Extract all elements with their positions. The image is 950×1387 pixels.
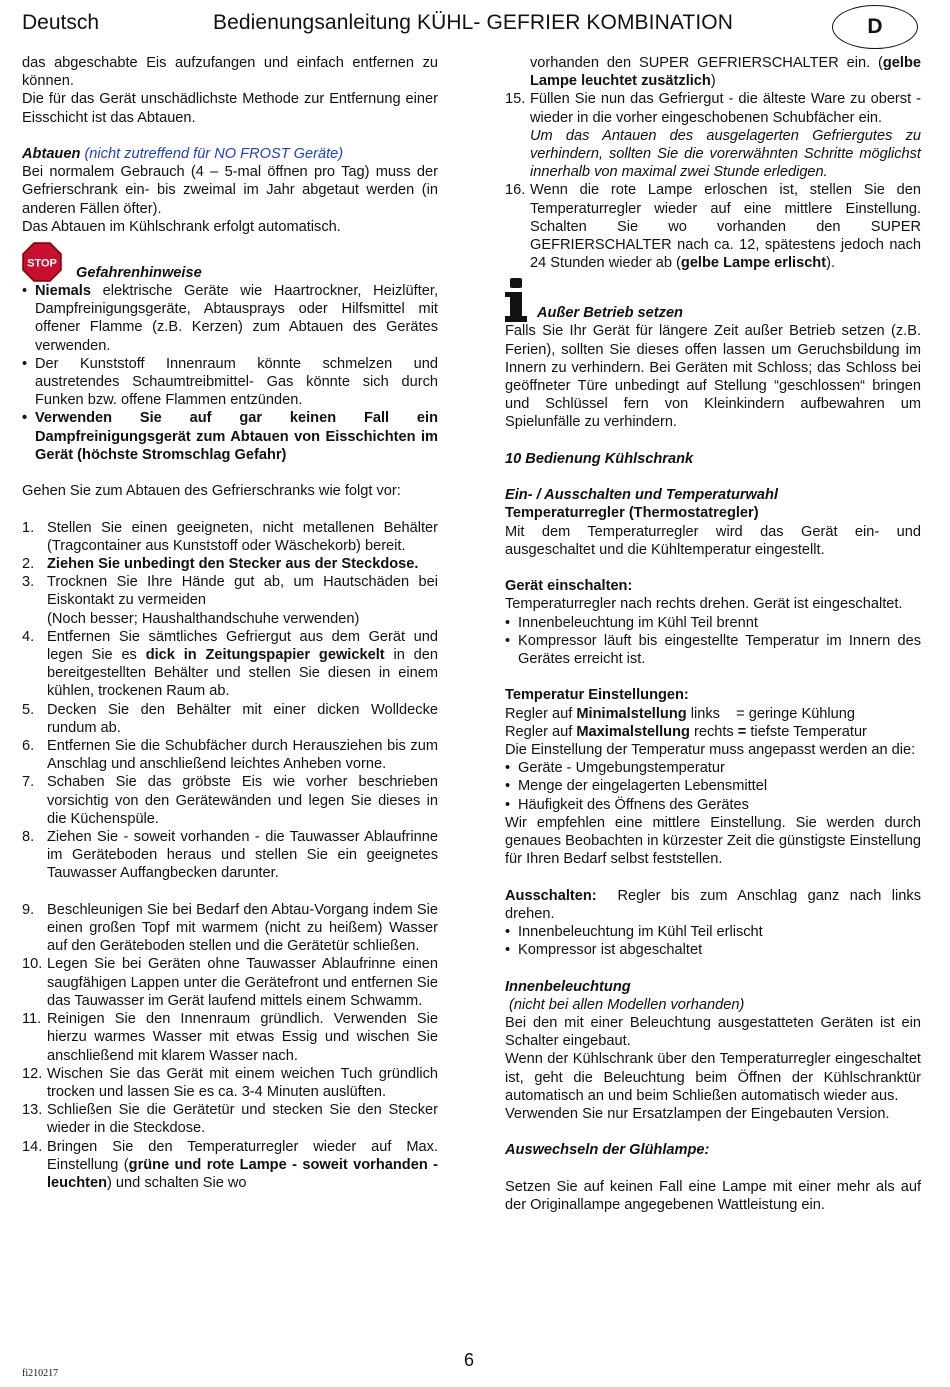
switch-off-text: Regler bis zum Anschlag ganz nach links drehen. — [505, 887, 926, 922]
step-number: 11. — [22, 1011, 42, 1028]
bulb-heading: Auswechseln der Glühlampe: — [505, 1142, 710, 1159]
step-8-text: Ziehen Sie - soweit vorhanden - die Tauwasser Ablaufrinne im Geräteboden heraus und stellen Sie ein geeignetes Tauwasser Auffangbecken darunter. — [47, 829, 438, 882]
onoff-heading: Ein- / Ausschalten und Temperaturwahl — [505, 487, 778, 504]
temperature-adjust-text: Die Einstellung der Temperatur muss angepasst werden an die: — [505, 742, 916, 759]
abtauen-heading: Abtauen — [22, 146, 81, 162]
thermostat-heading: Temperaturregler (Thermostatregler) — [505, 505, 759, 522]
temp-min-bold: Minimalstellung — [576, 705, 687, 722]
switch-on-heading: Gerät einschalten: — [505, 578, 633, 595]
temperature-recommendation: Wir empfehlen eine mittlere Einstellung. Sie werden durch genaues Beobachten in kürzester Zeit die günstigste Einstellung für Ihren Bedarf selbst feststellen. — [505, 814, 921, 868]
step-14-text-bold: grüne und rote Lampe - soweit vorhanden - leuchten — [47, 1156, 438, 1191]
language-badge-label: D — [867, 15, 883, 38]
switch-on-bullet-1-text: Innenbeleuchtung im Kühl Teil brennt — [518, 614, 758, 631]
step-11 — [22, 1010, 438, 1065]
temperature-bullet-2-text: Menge der eingelagerten Lebensmittel — [518, 778, 768, 795]
step-number: 8. — [22, 829, 35, 846]
step-2-text: Ziehen Sie unbedingt den Stecker aus der Steckdose. — [47, 556, 419, 573]
step-number: 16. — [505, 182, 526, 199]
step-3-text: Trocknen Sie Ihre Hände gut ab, um Hautschäden bei Eiskontakt zu vermeiden — [47, 574, 438, 609]
switch-off-line — [505, 887, 926, 923]
bullet-icon: • — [505, 760, 511, 777]
lighting-text-3: Verwenden Sie nur Ersatzlampen der Eingebauten Version. — [505, 1106, 890, 1123]
step-16-text-bold: gelbe Lampe erlischt — [680, 255, 827, 272]
lighting-text-1: Bei den mit einer Beleuchtung ausgestatteten Geräten ist ein Schalter eingebaut. — [505, 1015, 921, 1050]
switch-on-text: Temperaturregler nach rechts drehen. Gerät ist eingeschaltet. — [505, 596, 903, 613]
step-4 — [22, 628, 438, 701]
step-number: 3. — [22, 574, 35, 591]
temperature-bullet-3 — [505, 796, 921, 814]
danger-3-text: Verwenden Sie auf gar keinen Fall ein Dampfreinigungsgerät zum Abtauen von Eisschichten im Gerät (höchste Stromschlag Gefahr) — [35, 410, 438, 463]
step-10-text: Legen Sie bei Geräten ohne Tauwasser Ablaufrinne einen saugfähigen Lappen unter die Gerätefront und entfernen Sie das Tauwasser im Gerät laufend mittels einem Schwamm. — [47, 956, 438, 1009]
step-6 — [22, 737, 438, 773]
left-column — [22, 54, 438, 1192]
switch-off-heading: Ausschalten: — [505, 887, 597, 904]
step-14-cont-bold: gelbe Lampe leuchtet zusätzlich — [530, 55, 921, 90]
danger-1-text: elektrische Geräte wie Haartrockner, Heizlüfter, Dampfreinigungsgeräte, Abtausprays oder Hilfsmittel mit offener Flamme (z.B. Kerzen) zum Abtauen des Gerätes verwenden. — [35, 283, 438, 354]
language-label: Deutsch — [22, 11, 100, 34]
temperature-bullet-2 — [505, 777, 921, 795]
step-14-continued — [505, 54, 921, 90]
danger-heading: Gefahrenhinweise — [76, 264, 202, 281]
bullet-icon: • — [505, 924, 511, 941]
lighting-heading: Innenbeleuchtung — [505, 978, 631, 995]
step-number: 7. — [22, 774, 35, 791]
temp-max-a: Regler auf — [505, 723, 577, 740]
offline-text: Falls Sie Ihr Gerät für längere Zeit außer Betrieb setzen (z.B. Ferien), sollten Sie dieses offen lassen um Geruchsbildung im Innern zu verhindern. Bei Geräten mit Schloss; das Schloss bei geöffneter Türe unbedingt auf Stellung “geschlossen“ bringen und Schlüssel fern von Kleinkindern aufbewahren um Spielunfälle zu verhindern. — [505, 323, 921, 431]
switch-on-bullet-2 — [505, 632, 921, 668]
step-number: 5. — [22, 701, 35, 718]
offline-heading: Außer Betrieb setzen — [537, 305, 683, 322]
temperature-heading: Temperatur Einstellungen: — [505, 687, 689, 704]
switch-off-bullet-1-text: Innenbeleuchtung im Kühl Teil erlischt — [518, 924, 763, 941]
abtauen-note: (nicht zutreffend für NO FROST Geräte) — [84, 146, 344, 162]
switch-off-bullet-1 — [505, 923, 921, 941]
temperature-max-line — [505, 723, 921, 741]
bullet-icon: • — [505, 632, 511, 649]
page-title: Bedienungsanleitung KÜHL- GEFRIER KOMBINATION — [213, 11, 733, 34]
bullet-icon: • — [505, 614, 511, 631]
switch-off-bullet-2 — [505, 941, 921, 959]
temp-max-equals: = — [737, 723, 747, 740]
step-14-text-a: Bringen Sie den Temperaturregler wieder auf Max. Einstellung ( — [47, 1138, 438, 1173]
step-1 — [22, 519, 438, 555]
step-13 — [22, 1101, 438, 1137]
abtauen-auto-text: Das Abtauen im Kühlschrank erfolgt automatisch. — [22, 218, 341, 235]
step-number: 9. — [22, 901, 35, 918]
step-15-italic: Um das Antauen des ausgelagerten Gefriergutes zu verhindern, sollten Sie die vorerwähnten Schritte möglichst innerhalb von maximal zwei Stunde erledigen. — [530, 127, 921, 181]
bullet-icon: • — [505, 778, 511, 795]
stop-sign-label: STOP — [27, 257, 57, 270]
bullet-icon: • — [505, 796, 511, 813]
switch-off-bullet-2-text: Kompressor ist abgeschaltet — [518, 942, 703, 959]
step-number: 15. — [505, 91, 526, 108]
lighting-note: (nicht bei allen Modellen vorhanden) — [505, 996, 745, 1013]
step-5 — [22, 701, 438, 737]
step-3-note: (Noch besser; Haushalthandschuhe verwenden) — [47, 610, 360, 627]
step-16-text-a: Wenn die rote Lampe erloschen ist, stellen Sie den Temperaturregler wieder auf eine mittlere Einstellung. Schalten Sie wo vorhanden den SUPER GEFRIERSCHALTER nach ca. 12, spätestens jedoch nach 24 Stunden wieder ab ( — [530, 182, 921, 272]
step-number: 1. — [22, 519, 35, 536]
step-4-text-c: in den bereitgestellten Behälter und stellen Sie diesen in einem kühlen, trockenen Raum ab. — [47, 647, 438, 700]
step-7-text: Schaben Sie das gröbste Eis wie vorher beschrieben vorsichtig von den Gerätewänden und legen Sie dieses in die Küchenspüle. — [47, 774, 438, 827]
bullet-icon: • — [505, 942, 511, 959]
temperature-bullet-3-text: Häufigkeit des Öffnens des Gerätes — [518, 796, 749, 813]
language-badge — [832, 5, 918, 49]
switch-on-bullet-2-text: Kompressor läuft bis eingestellte Temperatur im Innern des Gerätes erreicht ist. — [518, 632, 921, 668]
step-4-text-bold: dick in Zeitungspapier gewickelt — [145, 647, 385, 664]
section-10-heading: 10 Bedienung Kühlschrank — [505, 450, 694, 467]
step-number: 10. — [22, 956, 43, 973]
abtauen-heading-line — [22, 145, 438, 163]
danger-heading-row — [22, 240, 438, 282]
temp-min-a: Regler auf — [505, 705, 577, 722]
step-16-text-c: ). — [826, 255, 836, 272]
danger-2-text: Der Kunststoff Innenraum könnte schmelzen und austretendes Schaumtreibmittel- Gas könnte sich durch Funken bzw. offene Flammen entzünden. — [35, 355, 438, 409]
step-number: 12. — [22, 1065, 43, 1082]
step-1-text: Stellen Sie einen geeigneten, nicht metallenen Behälter (Tragcontainer aus Kunststoff oder Wäschekorb) bereit. — [47, 519, 438, 554]
temp-max-e: tiefste Temperatur — [746, 723, 867, 740]
page-number: 6 — [464, 1350, 475, 1370]
bullet-icon: • — [22, 410, 28, 427]
step-11-text: Reinigen Sie den Innenraum gründlich. Verwenden Sie hierzu warmes Wasser mit etwas Essig und wischen Sie anschließend mit klarem Wasser nach. — [47, 1011, 438, 1064]
step-4-text-a: Entfernen Sie sämtliches Gefriergut aus dem Gerät und legen Sie es — [47, 628, 438, 664]
intro-paragraph-1: das abgeschabte Eis aufzufangen und einfach entfernen zu können. — [22, 55, 438, 90]
offline-heading-row — [505, 278, 921, 322]
step-14-cont-a: vorhanden den SUPER GEFRIERSCHALTER ein. ( — [530, 55, 883, 71]
temperature-bullet-1 — [505, 759, 921, 777]
step-14-cont-c: ) — [710, 73, 716, 90]
document-code: fi210217 — [22, 1368, 59, 1379]
danger-item-1 — [22, 282, 438, 355]
abtauen-text: Bei normalem Gebrauch (4 – 5-mal öffnen pro Tag) muss der Gefrierschrank ein- bis zweimal im Jahr abgetaut werden (in anderen Fällen öfter). — [22, 164, 438, 217]
step-5-text: Decken Sie den Behälter mit einer dicken Wolldecke rundum ab. — [47, 701, 438, 736]
step-6-text: Entfernen Sie die Schubfächer durch Herausziehen bis zum Anschlag und anschließend leichtes Anheben vorne. — [47, 738, 438, 773]
temp-min-c: links = geringe Kühlung — [686, 705, 856, 722]
step-15-text: Füllen Sie nun das Gefriergut - die älteste Ware zu oberst - wieder in die vorher eingeschobenen Schubfächer ein. — [530, 91, 921, 126]
step-number: 4. — [22, 628, 35, 645]
step-12 — [22, 1065, 438, 1101]
right-column — [505, 54, 926, 1214]
step-9-text: Beschleunigen Sie bei Bedarf den Abtau-Vorgang indem Sie einen großen Topf mit warmem (nicht zu heißem) Wasser auf den Geräteboden stellen und die Gerätetür schließen. — [47, 901, 438, 955]
step-15 — [505, 90, 921, 181]
temperature-bullet-1-text: Geräte - Umgebungstemperatur — [518, 760, 725, 777]
step-number: 2. — [22, 556, 35, 573]
step-8 — [22, 828, 438, 883]
thermostat-text: Mit dem Temperaturregler wird das Gerät ein- und ausgeschaltet und die Kühltemperatur eingestellt. — [505, 523, 921, 558]
danger-item-3 — [22, 409, 438, 464]
temp-max-bold: Maximalstellung — [576, 723, 690, 740]
step-14 — [22, 1138, 438, 1193]
temp-max-c: rechts — [689, 723, 738, 740]
step-2 — [22, 555, 438, 573]
danger-item-2 — [22, 355, 438, 410]
step-12-text: Wischen Sie das Gerät mit einem weichen Tuch gründlich trocken und lassen Sie es ca. 3-4 Minuten auslüften. — [47, 1065, 438, 1100]
step-number: 6. — [22, 738, 35, 755]
bullet-icon: • — [22, 355, 28, 372]
step-10 — [22, 955, 438, 1010]
info-icon — [505, 278, 527, 322]
danger-1-bold: Niemals — [35, 283, 91, 300]
step-13-text: Schließen Sie die Gerätetür und stecken Sie den Stecker wieder in die Steckdose. — [47, 1102, 438, 1137]
step-number: 13. — [22, 1102, 43, 1119]
bulb-text: Setzen Sie auf keinen Fall eine Lampe mit einer mehr als auf der Originallampe angegebenen Wattleistung ein. — [505, 1178, 921, 1214]
temperature-min-line — [505, 705, 921, 723]
stop-sign-icon — [22, 242, 62, 282]
step-3 — [22, 573, 438, 628]
step-7 — [22, 773, 438, 828]
step-number: 14. — [22, 1138, 43, 1155]
bullet-icon: • — [22, 283, 28, 300]
intro-paragraph-2: Die für das Gerät unschädlichste Methode zur Entfernung einer Eisschicht ist das Abtauen. — [22, 91, 438, 126]
step-14-text-c: ) und schalten Sie wo — [107, 1174, 247, 1191]
switch-on-bullet-1 — [505, 614, 921, 632]
step-9 — [22, 901, 438, 956]
lighting-text-2: Wenn der Kühlschrank über den Temperaturregler eingeschaltet ist, geht die Beleuchtung beim Öffnen der Kühlschranktür automatisch an und beim Schließen automatisch wieder aus. — [505, 1051, 921, 1104]
step-16 — [505, 181, 921, 272]
procedure-intro: Gehen Sie zum Abtauen des Gefrierschranks wie folgt vor: — [22, 483, 401, 500]
